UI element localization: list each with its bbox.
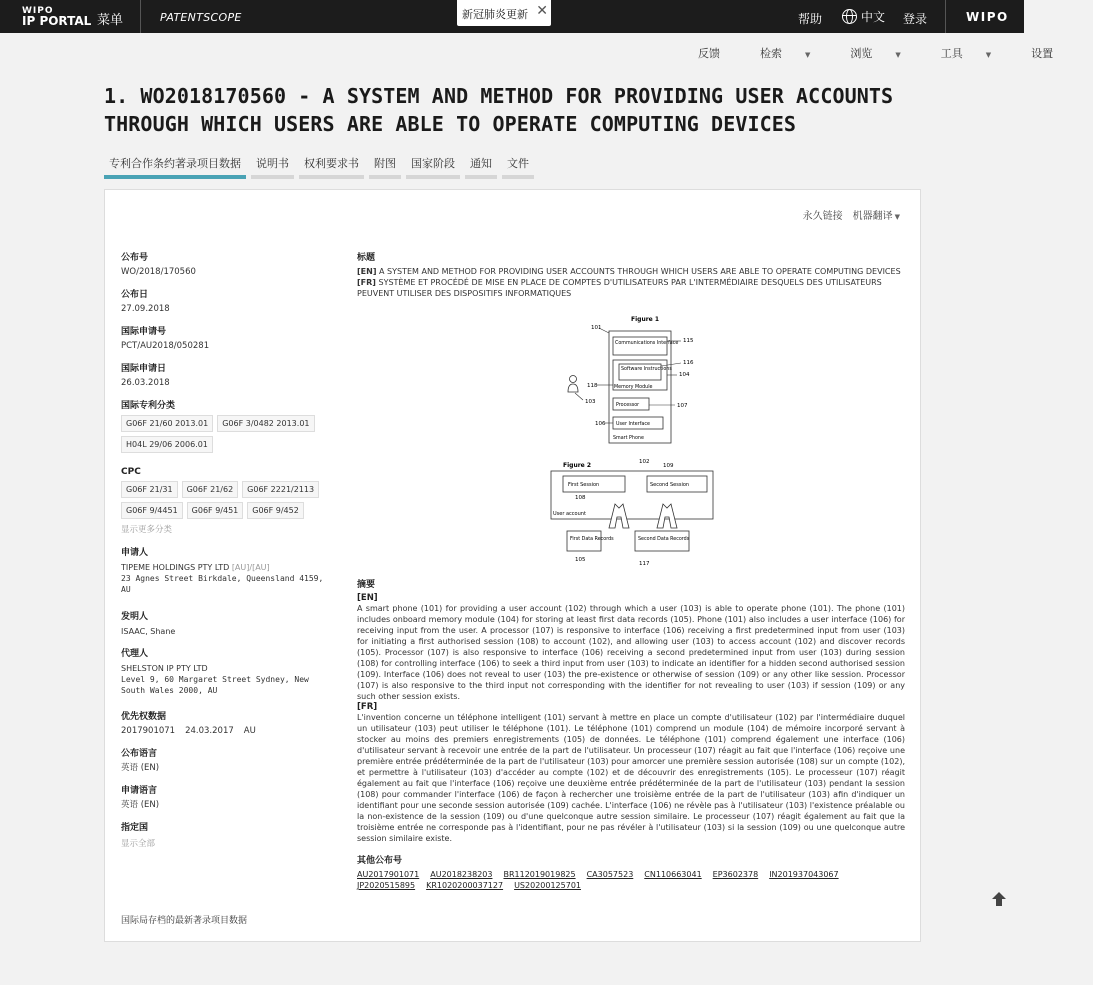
priority-label: 优先权数据 [121, 712, 167, 722]
label-116: 116 [683, 360, 694, 366]
settings-link[interactable]: 设置 [1031, 47, 1054, 60]
brand-line2: IP PORTAL [22, 14, 92, 28]
first-data-label: First Data Records [570, 537, 614, 542]
agent-name: SHELSTON IP PTY LTD [121, 664, 208, 673]
abstract-fr-tag: [FR] [357, 702, 378, 712]
divider [140, 0, 141, 33]
label-115: 115 [683, 338, 694, 344]
caret-down-icon: ▼ [805, 51, 811, 59]
cpc-label: CPC [121, 467, 141, 477]
language-label: 中文 [861, 10, 886, 24]
ipc-tag[interactable]: G06F 21/60 2013.01 [121, 415, 213, 432]
tab-drawings[interactable]: 附图 [369, 156, 401, 179]
other-pub-link[interactable]: EP3602378 [712, 870, 759, 879]
other-pubs-label: 其他公布号 [357, 856, 403, 866]
browse-menu[interactable]: 浏览 ▼ [850, 47, 901, 60]
cpc-tag[interactable]: G06F 21/62 [182, 481, 239, 498]
app-date-label: 国际申请日 [121, 364, 167, 374]
other-pubs-list [357, 870, 905, 890]
title-en-text: A SYSTEM AND METHOD FOR PROVIDING USER ACCOUNTS THROUGH WHICH USERS ARE ABLE TO OPERATE COMPUTING DEVICES [379, 267, 901, 276]
arrow-icon [657, 504, 677, 528]
globe-icon [842, 9, 857, 24]
cpc-tag[interactable]: G06F 9/4451 [121, 502, 183, 519]
designated-states-label: 指定国 [121, 823, 149, 833]
representative-drawing[interactable] [547, 313, 717, 573]
abstract-en-tag: [EN] [357, 593, 378, 603]
cpc-tags [121, 481, 326, 519]
cpc-tag[interactable]: G06F 9/452 [247, 502, 304, 519]
label-102: 102 [639, 459, 650, 465]
cpc-tag[interactable]: G06F 2221/2113 [242, 481, 319, 498]
arrow-up-icon[interactable] [990, 890, 1008, 908]
software-label: Software Instructions [621, 367, 672, 372]
abstract-label: 摘要 [357, 580, 376, 590]
secondary-nav [698, 45, 1093, 61]
tab-description[interactable]: 说明书 [251, 156, 294, 179]
lang-tag-fr: [FR] [357, 278, 376, 287]
pub-no-label: 公布号 [121, 253, 149, 263]
language-selector[interactable] [842, 8, 885, 25]
caret-down-icon: ▼ [894, 213, 900, 221]
agent-address: Level 9, 60 Margaret Street Sydney, New South Wales 2000, AU [121, 675, 309, 695]
priority-country: AU [243, 726, 256, 736]
label-101: 101 [591, 325, 602, 331]
filing-language: 英语 (EN) [121, 800, 160, 810]
other-pub-link[interactable]: KR1020200037127 [426, 881, 504, 890]
page-title: 1. WO2018170560 - A SYSTEM AND METHOD FOR PROVIDING USER ACCOUNTS THROUGH WHICH USERS ARE ABLE TO OPERATE COMPUTING DEVICES [104, 84, 894, 136]
applicant-name: TIPEME HOLDINGS PTY LTD [121, 563, 230, 572]
inventor-label: 发明人 [121, 612, 149, 622]
memory-label: Memory Module [614, 385, 653, 390]
pub-language: 英语 (EN) [121, 763, 160, 773]
user-account-label: User account [553, 511, 586, 517]
other-pub-link[interactable]: AU2018238203 [430, 870, 493, 879]
wipo-ip-portal-logo[interactable] [22, 6, 91, 26]
smart-phone-label: Smart Phone [613, 436, 644, 441]
machine-translation-menu[interactable]: 机器翻译 ▼ [852, 211, 900, 222]
user-body-icon [568, 384, 578, 392]
arrow-icon [609, 504, 629, 528]
priority-date: 24.03.2017 [185, 726, 234, 736]
panel-tools [803, 207, 900, 222]
app-date: 26.03.2018 [121, 378, 170, 388]
filing-language-label: 申请语言 [121, 786, 158, 796]
priority-number: 2017901071 [121, 726, 176, 736]
label-117: 117 [639, 561, 650, 567]
caret-down-icon: ▼ [895, 51, 901, 59]
cpc-tag[interactable]: G06F 21/31 [121, 481, 178, 498]
other-pub-link[interactable]: JP2020515895 [357, 881, 416, 890]
ipc-tag[interactable]: G06F 3/0482 2013.01 [217, 415, 314, 432]
biblio-left-column [121, 250, 326, 858]
help-link[interactable]: 帮助 [798, 12, 823, 26]
bibliographic-panel [104, 189, 921, 942]
other-pub-link[interactable]: CA3057523 [586, 870, 634, 879]
other-pub-link[interactable]: CN110663041 [644, 870, 702, 879]
app-no: PCT/AU2018/050281 [121, 341, 210, 351]
applicant-address: 23 Agnes Street Birkdale, Queensland 4159, AU [121, 574, 324, 594]
title-section-label: 标题 [357, 253, 376, 263]
menu-button[interactable]: 菜单 [97, 13, 124, 28]
title-en [357, 266, 905, 277]
covid-notice-text: 新冠肺炎更新 [462, 8, 528, 21]
agent-label: 代理人 [121, 649, 149, 659]
other-pub-link[interactable]: US20200125701 [514, 881, 581, 890]
login-link[interactable]: 登录 [903, 12, 928, 26]
latest-data-note: 国际局存档的最新著录项目数据 [121, 916, 248, 926]
app-no-label: 国际申请号 [121, 327, 167, 337]
label-105: 105 [575, 557, 586, 563]
user-icon [570, 376, 577, 383]
other-pub-link[interactable]: AU2017901071 [357, 870, 420, 879]
pub-no: WO/2018/170560 [121, 267, 196, 277]
close-icon[interactable]: ✕ [536, 3, 548, 19]
label-104: 104 [679, 372, 690, 378]
feedback-link[interactable]: 反馈 [698, 47, 720, 60]
title-fr-text: SYSTÈME ET PROCÉDÉ DE MISE EN PLACE DE COMPTES D'UTILISATEURS PAR L'INTERMÉDIAIRE DESQUELS DES UTILISATEURS PEUVENT UTILISER DES DISPOSITIFS INFORMATIQUES [357, 278, 882, 298]
tab-bibliographic-data[interactable]: 专利合作条约著录项目数据 [104, 156, 246, 179]
first-session-label: First Session [568, 482, 600, 488]
caret-down-icon: ▼ [985, 51, 992, 59]
label-108: 108 [575, 495, 586, 501]
second-data-label: Second Data Records [638, 537, 690, 542]
tab-bar [104, 156, 539, 179]
tab-notices[interactable]: 通知 [465, 156, 497, 179]
lang-tag-en: [EN] [357, 267, 377, 276]
user-interface-label: User Interface [616, 422, 650, 427]
top-bar [0, 0, 1024, 33]
permalink-link[interactable]: 永久链接 [802, 211, 843, 222]
label-103: 103 [585, 399, 596, 405]
applicant-country: [AU]/[AU] [231, 563, 270, 572]
processor-label: Processor [616, 403, 640, 408]
tab-claims[interactable]: 权利要求书 [299, 156, 364, 179]
pub-date-label: 公布日 [121, 290, 149, 300]
tab-documents[interactable]: 文件 [502, 156, 534, 179]
search-menu[interactable]: 检索 ▼ [760, 47, 811, 60]
ipc-tags [121, 415, 326, 453]
ipc-tag[interactable]: H04L 29/06 2006.01 [121, 436, 213, 453]
label-109: 109 [663, 463, 674, 469]
patent-figure-svg [547, 313, 717, 573]
other-pub-link[interactable]: IN201937043067 [769, 870, 839, 879]
label-118: 118 [587, 383, 598, 389]
ipc-label: 国际专利分类 [121, 401, 176, 411]
divider [945, 0, 946, 33]
fig2-title: Figure 2 [563, 462, 592, 469]
other-pub-link[interactable]: BR112019019825 [503, 870, 576, 879]
abstract-en: A smart phone (101) for providing a user account (102) through which a user (103) is able to operate phone (101). The phone (101) includes onboard memory module (104) for storing at least first data records (105). Phone (101) also includes a user interface (106) for receiving input from the user. A processor (107) is responsive to interface (106) receiving a first predetermined input from user (103) for initiating a first authorised session (108) to account (102), and allowing user (103) to access account (102) and discover records (105). Processor (107) is also responsive to interface (106) receiving a second predetermined input from user (103) during session (108) for controlling interface (106) to seek a third input from user (103) to indicate an identifier for a hidden second authorised session (109). Interface (106) does not reveal to user (103) the pre-existence or otherwise of session (109) or any other like session. Processor (107) is also responsive to the third input not corresponding with the identifier for not revealing to user (103) if session (109) or any such other session exists. [357, 604, 905, 701]
show-all-link[interactable]: 显示全部 [121, 839, 156, 849]
leader-line [575, 393, 583, 400]
inventor-name: ISAAC, Shane [121, 627, 176, 636]
brand-line1: WIPO [22, 6, 54, 16]
pub-date: 27.09.2018 [121, 304, 170, 314]
label-106: 106 [595, 421, 606, 427]
second-session-label: Second Session [650, 482, 690, 488]
cpc-tag[interactable]: G06F 9/451 [187, 502, 244, 519]
pub-language-label: 公布语言 [121, 749, 158, 759]
show-more-cpc-link[interactable]: 显示更多分类 [121, 525, 173, 535]
wipo-logo[interactable]: WIPO [966, 10, 1009, 24]
comm-interface-label: Communications Interface [615, 341, 679, 346]
tab-national-phase[interactable]: 国家阶段 [406, 156, 460, 179]
biblio-right-column [357, 250, 905, 890]
comm-interface-box [613, 337, 667, 355]
tools-menu[interactable]: 工具 ▼ [940, 47, 992, 60]
fig1-title: Figure 1 [631, 316, 660, 323]
patentscope-link[interactable]: PATENTSCOPE [160, 11, 242, 24]
covid-notice-banner[interactable] [457, 0, 551, 26]
title-fr [357, 277, 905, 299]
abstract-fr: L'invention concerne un téléphone intelligent (101) servant à mettre en place un compte d'utilisateur (102) par l'intermédiaire duquel un utilisateur (103) peut utiliser le téléphone (101). Le téléphone (101) comprend un module (104) de mémoire incorporé servant à stocker au moins des premiers enregistrements (105) de données. Le téléphone (101) comprend également une interface (106) d'utilisateur servant à recevoir une entrée de la part de l'utilisateur. Un processeur (107) réagit au fait que l'interface (106) reçoive une première entrée prédéterminée de la part de l'utilisateur (103) pour amorcer une première session autorisée (108) sur un compte (102), et permettre à l'utilisateur (103) d'accéder au compte (102) et de découvrir des enregistrements (105). Le processeur (107) réagit également au fait que l'interface (106) reçoive une deuxième entrée prédéterminée de la part de l'utilisateur (103) pendant la session (108) pour commander l'interface (106) de façon à rechercher une troisième entrée de la part de l'utilisateur (103) afin d'indiquer un identifiant pour une seconde session autorisée (109) cachée. L'interface (106) ne révèle pas à l'utilisateur (103) l'existence préalable ou la non-existence de la session (109) ou d'une quelconque autre session similaire. Le processeur (107) réagit également au fait que la troisième entrée ne corresponde pas à l'identifiant, pour ne pas révéler à l'utilisateur (103) si la session (109) ou une quelconque autre session similaire existe. [357, 713, 905, 843]
applicant-label: 申请人 [121, 548, 149, 558]
label-107: 107 [677, 403, 688, 409]
